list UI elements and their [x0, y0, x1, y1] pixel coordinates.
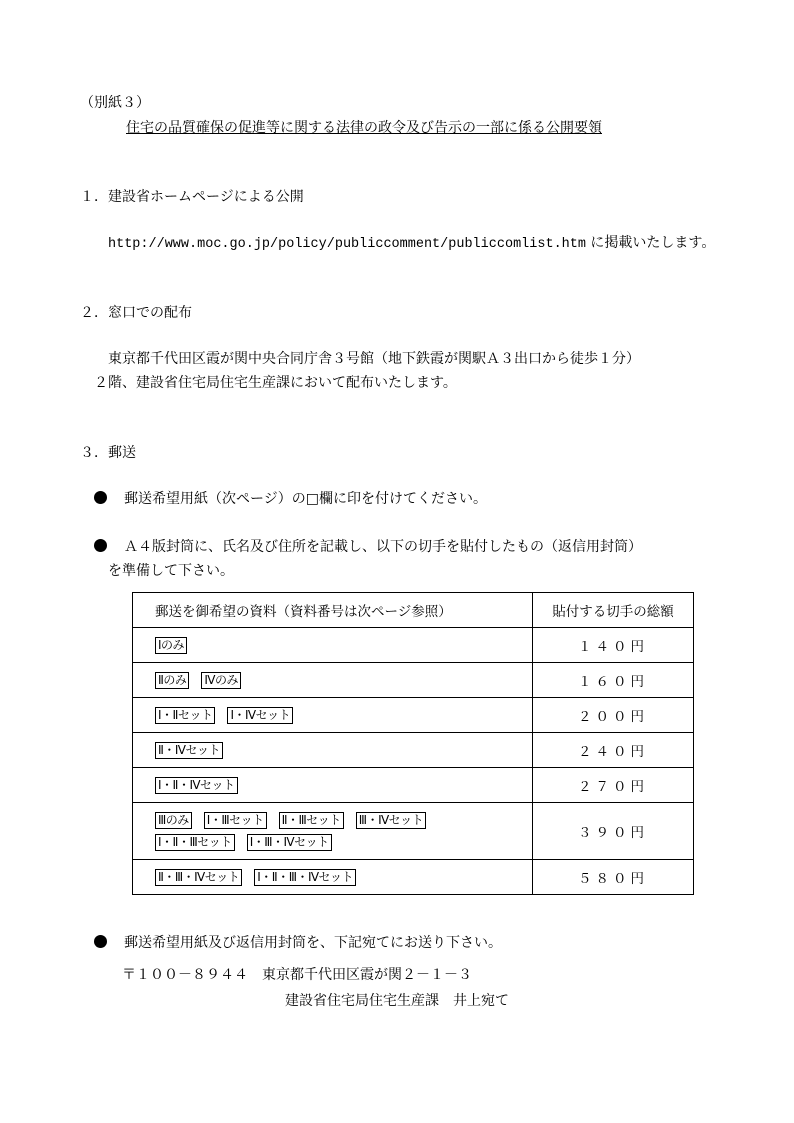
material-tag: Ⅱのみ: [155, 672, 189, 689]
material-cell: [133, 698, 533, 733]
section2-line1: 東京都千代田区霞が関中央合同庁舎３号館（地下鉄霞が関駅Ａ３出口から徒歩１分）: [108, 351, 640, 367]
material-cell: [133, 768, 533, 803]
material-cell: [133, 733, 533, 768]
address-line-1: 〒１００－８９４４ 東京都千代田区霞が関２－１－３: [122, 967, 472, 983]
material-tag: Ⅰのみ: [155, 637, 187, 654]
section2-heading: ２．窓口での配布: [80, 305, 192, 321]
bullet-icon: [94, 539, 107, 552]
material-cell: [133, 803, 533, 860]
section1-text: に掲載いたします。: [585, 235, 716, 251]
material-tag: Ⅰ・Ⅲ・Ⅳセット: [247, 834, 332, 851]
postage-price: ２００円: [533, 698, 694, 733]
table-header-material: 郵送を御希望の資料（資料番号は次ページ参照）: [133, 593, 533, 628]
page-title: 住宅の品質確保の促進等に関する法律の政令及び告示の一部に係る公開要領: [126, 120, 602, 136]
material-tag: Ⅲのみ: [155, 812, 192, 829]
material-tag-line: [155, 669, 532, 691]
material-tag-line: [155, 739, 532, 761]
bullet-icon: [94, 935, 107, 948]
table-row: [133, 628, 694, 663]
material-tag-line: [155, 774, 532, 796]
address-line-2: 建設省住宅局住宅生産課 井上宛て: [285, 993, 509, 1009]
bullet-item-2: [94, 538, 642, 556]
material-cell: [133, 860, 533, 895]
table-header-row: [133, 593, 694, 628]
postage-price: １４０円: [533, 628, 694, 663]
material-tag: Ⅱ・Ⅳセット: [155, 742, 223, 759]
bullet-text: 郵送希望用紙及び返信用封筒を、下記宛てにお送り下さい。: [124, 935, 502, 951]
bullet-icon: [94, 491, 107, 504]
publiccomment-url: http://www.moc.go.jp/policy/publiccomment/publiccomlist.htm: [108, 237, 586, 252]
material-tag: Ⅰ・Ⅱ・Ⅲ・Ⅳセット: [254, 869, 356, 886]
material-tag: Ⅰ・Ⅲセット: [204, 812, 267, 829]
material-tag: Ⅰ・Ⅳセット: [227, 707, 293, 724]
material-tag: Ⅰ・Ⅱ・Ⅳセット: [155, 777, 238, 794]
material-tag-line: [155, 634, 532, 656]
material-tag-line: [155, 831, 532, 853]
section2-line2: ２階、建設省住宅局住宅生産課において配布いたします。: [94, 375, 457, 391]
material-tag: Ⅳのみ: [201, 672, 241, 689]
bullet-item-2-continued: を準備して下さい。: [108, 563, 234, 579]
postage-price: ２７０円: [533, 768, 694, 803]
bullet-item-3: [94, 934, 502, 952]
table-row: [133, 768, 694, 803]
material-tag-line: [155, 866, 532, 888]
material-tag-line: [155, 704, 532, 726]
postage-price: ５８０円: [533, 860, 694, 895]
material-tag: Ⅲ・Ⅳセット: [356, 812, 426, 829]
bullet-item-1: [94, 490, 487, 508]
section1-body: [108, 234, 715, 254]
postage-price: ２４０円: [533, 733, 694, 768]
material-tag: Ⅰ・Ⅱ・Ⅲセット: [155, 834, 235, 851]
bullet-text: 郵送希望用紙（次ページ）の□欄に印を付けてください。: [124, 491, 487, 507]
material-tag: Ⅰ・Ⅱセット: [155, 707, 215, 724]
bullet-text: Ａ４版封筒に、氏名及び住所を記載し、以下の切手を貼付したもの（返信用封筒）: [124, 539, 642, 555]
material-cell: [133, 663, 533, 698]
table-header-postage: 貼付する切手の総額: [533, 593, 694, 628]
material-tag-line: [155, 809, 532, 831]
material-cell: [133, 628, 533, 663]
material-tag: Ⅱ・Ⅲセット: [279, 812, 344, 829]
section1-heading: １．建設省ホームページによる公開: [80, 189, 304, 205]
postage-table: [132, 592, 694, 895]
section3-heading: ３．郵送: [80, 445, 136, 461]
table-row: [133, 860, 694, 895]
table-row: [133, 803, 694, 860]
postage-price: １６０円: [533, 663, 694, 698]
table-row: [133, 733, 694, 768]
table-row: [133, 663, 694, 698]
attachment-label: （別紙３）: [80, 95, 150, 111]
table-row: [133, 698, 694, 733]
postage-price: ３９０円: [533, 803, 694, 860]
material-tag: Ⅱ・Ⅲ・Ⅳセット: [155, 869, 242, 886]
